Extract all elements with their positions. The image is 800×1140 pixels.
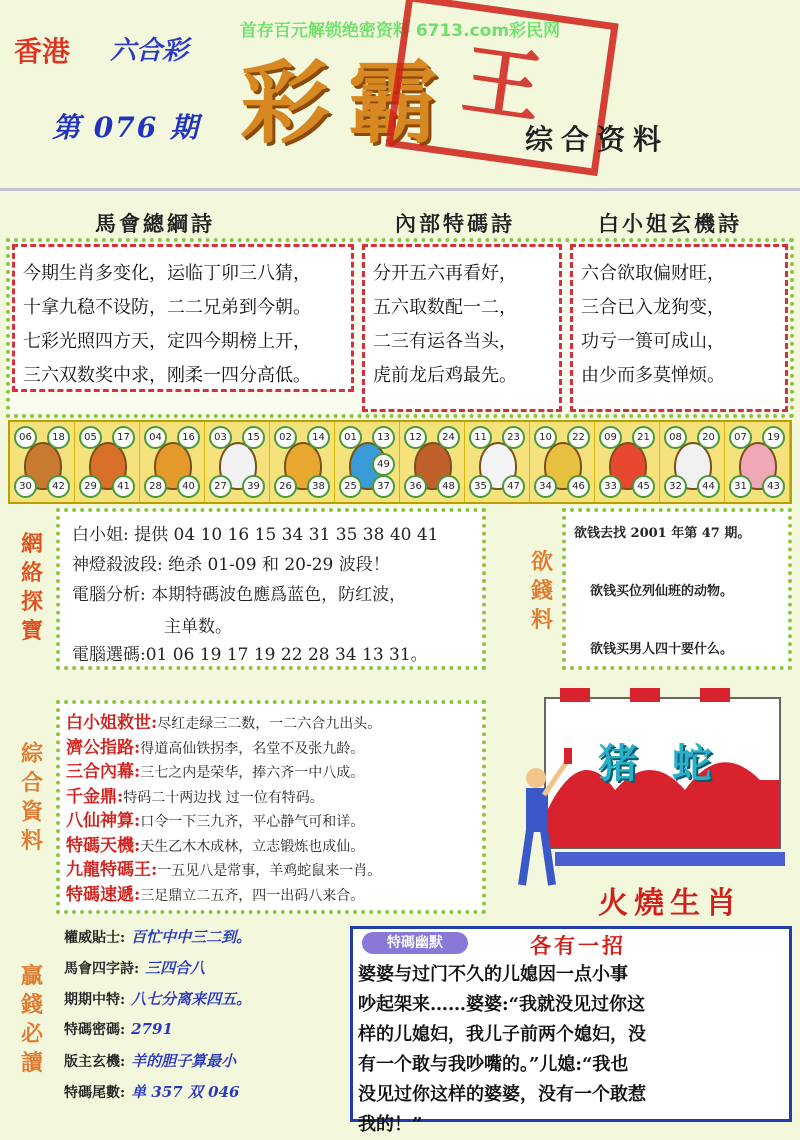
zodiac-number: 35 [469,475,492,498]
zodiac-number: 33 [599,475,622,498]
page-subtitle: 综合资料 [525,123,670,156]
must-read-value: 2791 [131,1020,173,1038]
hk-label: 香港 [14,35,71,68]
composite-item-label: 三合內幕: [66,762,141,782]
composite-item-label: 八仙神算: [66,811,141,831]
composite-item [66,782,381,807]
zodiac-number: 41 [112,475,135,498]
poem-box-2 [570,244,788,412]
zodiac-cell-horse [400,422,465,502]
must-read-item [64,1019,251,1050]
zodiac-number: 02 [274,426,297,449]
composite-item [66,733,381,758]
joke-line: 婆婆与过门不久的儿媳因一点小事 [358,964,628,985]
composite-item-label: 濟公指路: [66,737,141,758]
composite-item [66,708,381,733]
zodiac-number: 46 [567,475,590,498]
zodiac-cell-goat [465,422,530,502]
joke-title: 各有一招 [530,933,626,958]
network-line-2: 電腦分析: 本期特碼波色應爲蓝色，防红波， [72,585,407,605]
poem-box-1 [362,244,562,412]
composite-side-label: 綜合資料 [20,741,43,854]
joke-line: 样的儿媳妇，我儿子前两个媳妇，没 [358,1024,646,1045]
billboard-text: 猪 蛇 [598,740,722,787]
zodiac-number: 19 [762,426,785,449]
zodiac-number: 04 [144,426,167,449]
must-read-label: 特碼尾數: [64,1085,126,1101]
zodiac-number: 32 [664,475,687,498]
poem-line: 功亏一篑可成山， [581,331,725,352]
money-line-2: 欲钱买男人四十要什么。 [590,642,734,657]
must-read-value: 单 357 双 046 [131,1083,240,1101]
must-read-value: 百忙中中三二到。 [131,928,252,946]
zodiac-cell-dog [660,422,725,502]
zodiac-number: 40 [177,475,200,498]
zodiac-number: 21 [632,426,655,449]
zodiac-number: 47 [502,475,525,498]
composite-item-label: 特碼天機: [66,835,141,856]
header-divider [0,188,800,191]
must-read-item [64,926,251,957]
composite-list [66,708,381,904]
zodiac-cell-monkey [530,422,595,502]
composite-item-label: 九龍特碼王: [66,860,158,880]
king-stamp: 王 [385,0,618,176]
poem-line: 分开五六再看好， [373,263,517,284]
zodiac-number: 34 [534,475,557,498]
zodiac-number: 01 [339,426,362,449]
money-line-0: 欲钱去找 2001 年第 47 期。 [574,526,751,541]
zodiac-number: 09 [599,426,622,449]
composite-item [66,831,381,856]
zodiac-number: 06 [14,426,37,449]
zodiac-cell-pig [725,422,790,502]
must-read-item [64,1050,251,1081]
network-line-0: 白小姐: 提供 04 10 16 15 34 31 35 38 40 41 [72,525,439,545]
poem-line: 三六双数奖中求，刚柔一四分高低。 [23,365,311,386]
composite-item-text: 得道高仙铁拐李，名堂不及张九龄。 [140,740,365,757]
painter-leg [522,830,530,885]
composite-item [66,880,381,905]
paintbrush-icon [564,748,572,764]
zodiac-cell-snake [335,422,400,502]
must-read-side-label: 贏錢必讀 [20,963,43,1076]
zodiac-number: 42 [47,475,70,498]
zodiac-cell-rooster [595,422,660,502]
poem-line: 六合欲取偏财旺， [581,263,725,284]
zodiac-number: 18 [47,426,70,449]
zodiac-number: 03 [209,426,232,449]
network-line-3: 主单数。 [164,617,232,637]
poem-line: 十拿九稳不设防，二二兄弟到今朝。 [23,297,311,318]
zodiac-number: 25 [339,475,362,498]
billboard-lamp [630,688,660,702]
zodiac-number: 31 [729,475,752,498]
must-read-value: 八七分离来四五。 [131,990,252,1008]
joke-badge: 特碼幽默 [362,932,468,954]
zodiac-cell-rabbit [205,422,270,502]
must-read-label: 特碼密碼: [64,1022,126,1038]
must-read-label: 權威貼士: [64,930,126,946]
issue-number: 第 076 期 [52,111,200,144]
zodiac-number: 20 [697,426,720,449]
top-banner-url[interactable]: 首存百元解锁绝密资料 6713.com彩民网 [239,21,561,41]
zodiac-number: 11 [469,426,492,449]
must-read-label: 期期中特: [64,992,126,1008]
money-line-1: 欲钱买位列仙班的动物。 [590,584,734,599]
joke-line: 没见过你这样的婆婆，没有一个敢惹 [358,1084,646,1105]
zodiac-number: 37 [372,475,395,498]
zodiac-number: 36 [404,475,427,498]
zodiac-number: 08 [664,426,687,449]
poem-line: 二三有运各当头， [373,331,517,352]
zodiac-number: 22 [567,426,590,449]
must-read-label: 馬會四字詩: [64,961,140,977]
zodiac-number: 05 [79,426,102,449]
zodiac-number: 48 [437,475,460,498]
zodiac-number: 39 [242,475,265,498]
billboard-caption: 火燒生肖 [598,886,742,921]
must-read-item [64,1081,251,1112]
composite-item-label: 特碼速遞: [66,884,141,905]
zodiac-cell-tiger [140,422,205,502]
zodiac-number: 12 [404,426,427,449]
billboard-base [555,852,785,866]
zodiac-cell-dragon [270,422,335,502]
composite-item-text: 口令一下三九齐，平心静气可和详。 [140,814,365,830]
must-read-label: 版主玄機: [64,1054,126,1070]
zodiac-number: 49 [372,453,395,476]
zodiac-number: 45 [632,475,655,498]
money-side-label: 欲錢料 [530,549,553,633]
billboard-lamp [700,688,730,702]
poem-line: 五六取数配一二， [373,297,517,318]
zodiac-number: 26 [274,475,297,498]
poem-line: 三合已入龙狗变， [581,297,725,318]
composite-item-text: 天生乙木木成林，立志锻炼也成仙。 [140,838,365,855]
poem-line: 虎前龙后鸡最先。 [373,365,517,386]
joke-line: 吵起架来……婆婆:“我就没见过你这 [358,994,645,1015]
joke-body [358,960,786,1140]
joke-line: 我的！” [358,1114,423,1135]
composite-item [66,757,381,782]
zodiac-number: 43 [762,475,785,498]
billboard-lamp [560,688,590,702]
composite-item-text: 一五见八是常事，羊鸡蛇鼠来一肖。 [157,863,382,879]
poem-title-1: 內部特碼詩 [395,211,515,236]
zodiac-number: 14 [307,426,330,449]
zodiac-number: 07 [729,426,752,449]
poem-title-2: 白小姐玄機詩 [598,211,742,236]
zodiac-number: 38 [307,475,330,498]
zodiac-number: 28 [144,475,167,498]
network-side-label: 網絡探寶 [20,531,43,644]
composite-item-text: 三足鼎立二五齐，四一出码八来合。 [140,887,365,904]
zodiac-number: 16 [177,426,200,449]
composite-item-label: 千金鼎: [66,786,124,807]
zodiac-cell-rat [10,422,75,502]
poem-box-0 [12,244,354,392]
zodiac-number: 23 [502,426,525,449]
zodiac-number: 44 [697,475,720,498]
zodiac-strip [8,420,792,504]
composite-item [66,855,381,880]
zodiac-number: 29 [79,475,102,498]
poem-line: 今期生肖多变化，运临丁卯三八猜， [23,263,311,284]
must-read-item [64,988,251,1019]
must-read-value: 三四合八 [145,959,206,977]
network-line-4: 電腦選碼:01 06 19 17 19 22 28 34 13 31。 [72,645,428,665]
zodiac-number: 24 [437,426,460,449]
composite-item-text: 三七之内是荣华，捧六齐一中八成。 [140,765,365,781]
must-read-item [64,957,251,988]
zodiac-cell-ox [75,422,140,502]
zodiac-number: 13 [372,426,395,449]
page-title: 彩霸 [240,50,456,156]
poem-title-0: 馬會總綱詩 [95,211,215,236]
composite-item [66,806,381,831]
must-read-list [64,926,251,1112]
composite-item-text: 尽红走绿三二数，一二六合九出头。 [157,716,382,732]
composite-item-label: 白小姐救世: [66,713,158,733]
zodiac-number: 27 [209,475,232,498]
zodiac-number: 15 [242,426,265,449]
lottery-logo: 六合彩 [110,36,189,66]
poem-line: 由少而多莫惮烦。 [581,365,725,386]
zodiac-number: 17 [112,426,135,449]
zodiac-number: 30 [14,475,37,498]
network-line-1: 神燈殺波段: 绝杀 01-09 和 20-29 波段！ [72,555,390,575]
composite-item-text: 特码二十两边找 过一位有特码。 [123,789,324,806]
poem-line: 七彩光照四方天，定四今期榜上开， [23,331,311,352]
joke-line: 有一个敢与我吵嘴的。”儿媳:“我也 [358,1054,629,1075]
painter-head [526,768,546,788]
must-read-value: 羊的胆子算最小 [131,1052,237,1070]
zodiac-number: 10 [534,426,557,449]
